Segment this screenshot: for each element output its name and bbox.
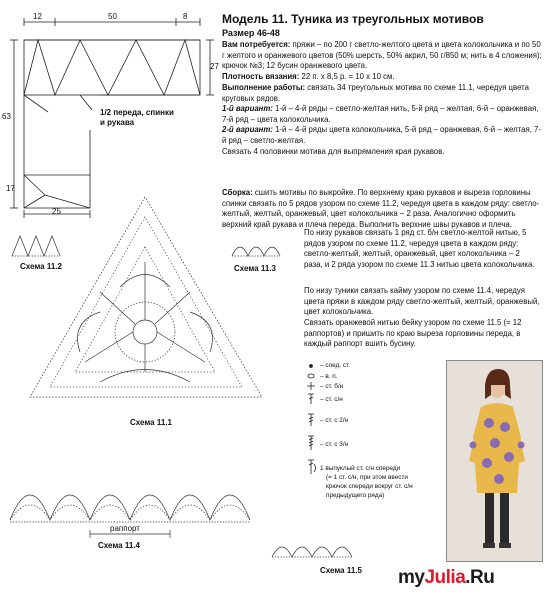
dim-63: 63	[2, 112, 11, 121]
variant2-text: 1-й – 4-й ряды цвета колокольчика, 5-й ряд – оранжевая, 6-й – желтая, 7-й ряд – светло-желтая.	[222, 125, 541, 145]
size-label: Размер 46-48	[222, 28, 280, 38]
rapport-label: раппорт	[110, 524, 140, 533]
scheme-11-2-label: Схема 11.2	[20, 262, 62, 271]
legend-fpdc-1: 1 выпуклый ст. с/н спереди	[320, 465, 401, 472]
article-title: Модель 11. Туника из треугольных мотивов	[222, 12, 484, 26]
density-paragraph	[222, 72, 544, 83]
legend-sl-st: – соед. ст.	[320, 362, 351, 369]
dim-50: 50	[108, 12, 117, 21]
binding-paragraph: Связать оранжевой нитью бейку узором по схеме 11.5 (= 12 раппортов) и пришить по краю выреза горловины переда, в каждый раппорт вшить бусину.	[304, 318, 522, 349]
scheme-11-5-label: Схема 11.5	[320, 566, 362, 575]
watermark-julia: Julia	[424, 567, 466, 588]
materials-text: пряжи – по 200 г светло-желтого цвета и цвета колокольчика и по 50 г желтого и оранжевого цветов (50% шерсть, 50% акрил, 50 г/850 м; нить в 4 сложения); крючок №3; 12 бусин оранжевого цвета.	[222, 40, 542, 71]
watermark-my: my	[398, 567, 425, 588]
watermark-ru: .Ru	[465, 567, 495, 588]
work-label: Выполнение работы:	[222, 83, 306, 92]
legend-symbols	[300, 362, 322, 502]
materials-label: Вам потребуется:	[222, 40, 291, 49]
variant1-label: 1-й вариант:	[222, 104, 273, 114]
dim-25: 25	[52, 207, 61, 216]
variant1-text: 1-й – 4-й ряды – светло-желтая нить, 5-й ряд – желтая, 6-й – оранжевая, 7-й ряд – цвета колокольчика.	[222, 104, 539, 124]
density-label: Плотность вязания:	[222, 72, 300, 81]
piece-label: 1/2 переда, спинки и рукава	[100, 108, 174, 127]
scheme-11-3-diagram	[230, 236, 288, 260]
work-text: связать 34 треугольных мотива по схеме 11.1, чередуя цвета круговых рядов.	[222, 83, 529, 103]
variant2-label: 2-й вариант:	[222, 125, 273, 135]
site-watermark	[398, 567, 494, 589]
model-photo	[446, 360, 543, 562]
sleeves-paragraph: По низу рукавов связать 1 ряд ст. б/н светло-желтой нитью, 5 рядов узором по схеме 11.2, чередуя цвета в каждом ряду: светло-желтый, желтый, оранжевый, цвет колокольчика – 2 раза, и 2 ряда узором по схеме 11.3 нитью цвета колокольчика.	[304, 228, 535, 269]
legend-dc: – ст. с/н	[320, 396, 343, 403]
legend-dtr: – ст. с 3/н	[320, 441, 349, 448]
legend-sc: – ст. б/н	[320, 383, 344, 390]
scheme-11-2-diagram	[10, 232, 70, 260]
dim-8: 8	[183, 12, 188, 21]
legend-fpdc-3: крючок спереди вокруг ст. с/н	[326, 483, 413, 490]
scheme-11-1-label: Схема 11.1	[130, 418, 172, 427]
legend-ch: – в. п.	[320, 373, 338, 380]
half-motifs-text: Связать 4 половинки мотива для выпрямления края рукавов.	[222, 146, 445, 156]
scheme-11-4-diagram	[10, 460, 270, 540]
work-paragraph	[222, 83, 544, 157]
model-figure-illustration	[447, 361, 542, 561]
bottom-border-paragraph: По низу туники связать кайму узором по схеме 11.4, чередуя цвета пряжи в каждом ряду светло-желтый, желтый, оранжевый, цвет колокольчика.	[304, 286, 540, 317]
dim-17: 17	[6, 184, 15, 193]
scheme-11-5-diagram	[270, 535, 380, 563]
density-text: 22 п. х 8,5 р. = 10 х 10 см.	[299, 72, 395, 81]
assembly-label: Сборка:	[222, 188, 253, 197]
legend-fpdc-2: (= 1 ст. с/н, при этом ввести	[326, 474, 409, 481]
legend-tr: – ст. с 2/н	[320, 417, 349, 424]
materials-paragraph	[222, 40, 544, 72]
scheme-11-1-diagram	[20, 192, 280, 412]
dim-12: 12	[33, 12, 42, 21]
dim-27: 27	[210, 62, 219, 71]
assembly-text: сшить мотивы по выкройке. По верхнему краю рукавов и выреза горловины спинки связать по 5 рядов узором по схеме 11.2, чередуя цвета в каждом ряду: светло-желтый, желтый, оранжевый, цвет колокольчика – 2 раза. Аналогично оформить верхний край рукава и плеча переда. Выполнить верхние швы рукавов и плеча.	[222, 188, 540, 229]
scheme-11-4-label: Схема 11.4	[98, 541, 140, 550]
scheme-11-3-label: Схема 11.3	[234, 264, 276, 273]
legend-fpdc-4: предыдущего ряда)	[326, 492, 385, 499]
